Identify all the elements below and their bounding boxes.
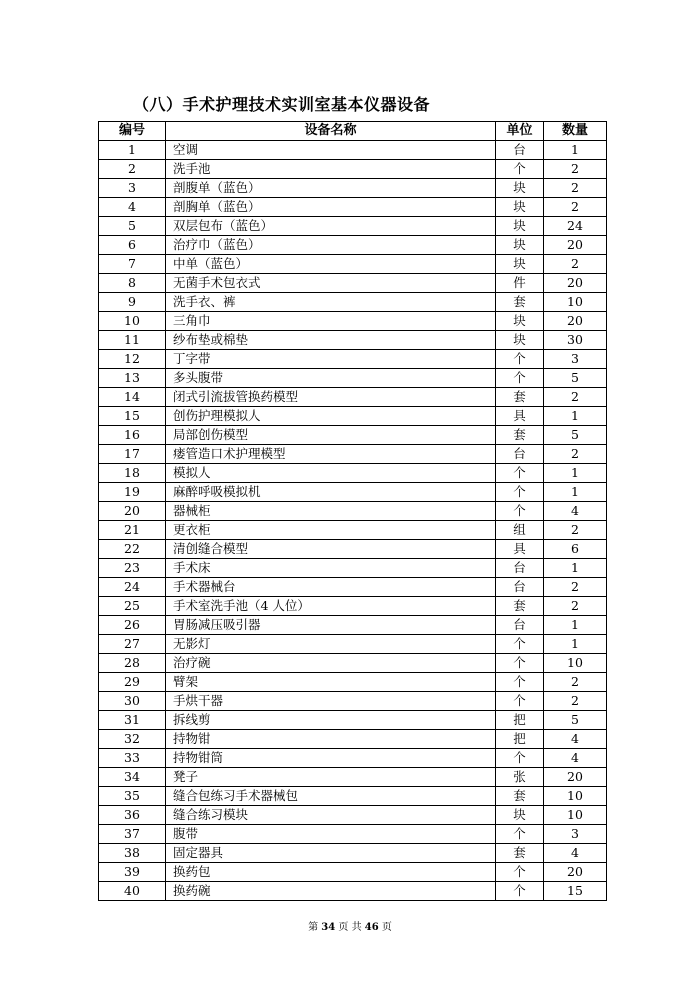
cell-quantity: 5 bbox=[544, 711, 607, 730]
cell-equipment-name: 换药碗 bbox=[166, 882, 496, 901]
cell-unit: 个 bbox=[496, 654, 544, 673]
cell-equipment-name: 洗手池 bbox=[166, 160, 496, 179]
cell-quantity: 5 bbox=[544, 426, 607, 445]
cell-quantity: 1 bbox=[544, 464, 607, 483]
table-row bbox=[99, 255, 607, 274]
cell-number: 20 bbox=[99, 502, 166, 521]
table-row bbox=[99, 787, 607, 806]
table-row bbox=[99, 616, 607, 635]
cell-unit: 个 bbox=[496, 749, 544, 768]
cell-number: 38 bbox=[99, 844, 166, 863]
table-row bbox=[99, 578, 607, 597]
cell-quantity: 1 bbox=[544, 616, 607, 635]
cell-unit: 套 bbox=[496, 597, 544, 616]
cell-number: 28 bbox=[99, 654, 166, 673]
cell-equipment-name: 腹带 bbox=[166, 825, 496, 844]
cell-number: 15 bbox=[99, 407, 166, 426]
cell-equipment-name: 手术器械台 bbox=[166, 578, 496, 597]
cell-number: 26 bbox=[99, 616, 166, 635]
cell-unit: 块 bbox=[496, 236, 544, 255]
cell-unit: 个 bbox=[496, 350, 544, 369]
cell-number: 32 bbox=[99, 730, 166, 749]
cell-number: 36 bbox=[99, 806, 166, 825]
table-row bbox=[99, 692, 607, 711]
footer-middle: 页 共 bbox=[338, 922, 362, 933]
cell-equipment-name: 臂架 bbox=[166, 673, 496, 692]
cell-number: 8 bbox=[99, 274, 166, 293]
table-row bbox=[99, 217, 607, 236]
cell-quantity: 2 bbox=[544, 673, 607, 692]
header-quantity: 数量 bbox=[544, 122, 607, 141]
cell-quantity: 10 bbox=[544, 293, 607, 312]
cell-quantity: 1 bbox=[544, 407, 607, 426]
cell-unit: 块 bbox=[496, 331, 544, 350]
cell-unit: 把 bbox=[496, 711, 544, 730]
cell-equipment-name: 双层包布（蓝色） bbox=[166, 217, 496, 236]
table-row bbox=[99, 293, 607, 312]
cell-equipment-name: 手术床 bbox=[166, 559, 496, 578]
cell-equipment-name: 更衣柜 bbox=[166, 521, 496, 540]
cell-quantity: 4 bbox=[544, 730, 607, 749]
cell-number: 27 bbox=[99, 635, 166, 654]
cell-number: 13 bbox=[99, 369, 166, 388]
table-row bbox=[99, 483, 607, 502]
cell-number: 14 bbox=[99, 388, 166, 407]
cell-number: 1 bbox=[99, 141, 166, 160]
cell-unit: 台 bbox=[496, 559, 544, 578]
table-row bbox=[99, 768, 607, 787]
cell-equipment-name: 无菌手术包衣式 bbox=[166, 274, 496, 293]
cell-quantity: 2 bbox=[544, 388, 607, 407]
table-header-row bbox=[99, 122, 607, 141]
cell-quantity: 15 bbox=[544, 882, 607, 901]
cell-unit: 块 bbox=[496, 806, 544, 825]
table-row bbox=[99, 198, 607, 217]
cell-equipment-name: 麻醉呼吸模拟机 bbox=[166, 483, 496, 502]
cell-equipment-name: 手烘干器 bbox=[166, 692, 496, 711]
cell-unit: 台 bbox=[496, 616, 544, 635]
cell-quantity: 2 bbox=[544, 597, 607, 616]
footer-prefix: 第 bbox=[308, 922, 319, 933]
table-row bbox=[99, 160, 607, 179]
cell-number: 16 bbox=[99, 426, 166, 445]
cell-number: 5 bbox=[99, 217, 166, 236]
table-row bbox=[99, 711, 607, 730]
table-row bbox=[99, 179, 607, 198]
cell-number: 39 bbox=[99, 863, 166, 882]
cell-quantity: 30 bbox=[544, 331, 607, 350]
footer-total-pages: 46 bbox=[364, 922, 379, 933]
table-row bbox=[99, 445, 607, 464]
cell-unit: 套 bbox=[496, 388, 544, 407]
cell-number: 2 bbox=[99, 160, 166, 179]
cell-quantity: 1 bbox=[544, 141, 607, 160]
cell-number: 17 bbox=[99, 445, 166, 464]
cell-quantity: 1 bbox=[544, 559, 607, 578]
cell-unit: 块 bbox=[496, 255, 544, 274]
cell-equipment-name: 丁字带 bbox=[166, 350, 496, 369]
table-row bbox=[99, 673, 607, 692]
cell-quantity: 2 bbox=[544, 521, 607, 540]
cell-quantity: 3 bbox=[544, 350, 607, 369]
cell-equipment-name: 胃肠减压吸引器 bbox=[166, 616, 496, 635]
table-row bbox=[99, 274, 607, 293]
table-row bbox=[99, 749, 607, 768]
header-equipment-name: 设备名称 bbox=[166, 122, 496, 141]
cell-quantity: 2 bbox=[544, 198, 607, 217]
cell-unit: 把 bbox=[496, 730, 544, 749]
cell-equipment-name: 纱布垫或棉垫 bbox=[166, 331, 496, 350]
cell-number: 40 bbox=[99, 882, 166, 901]
cell-quantity: 20 bbox=[544, 768, 607, 787]
cell-unit: 套 bbox=[496, 844, 544, 863]
cell-number: 6 bbox=[99, 236, 166, 255]
cell-equipment-name: 凳子 bbox=[166, 768, 496, 787]
cell-unit: 个 bbox=[496, 635, 544, 654]
table-row bbox=[99, 502, 607, 521]
cell-number: 7 bbox=[99, 255, 166, 274]
cell-number: 22 bbox=[99, 540, 166, 559]
cell-quantity: 2 bbox=[544, 160, 607, 179]
table-row bbox=[99, 863, 607, 882]
table-row bbox=[99, 350, 607, 369]
cell-quantity: 2 bbox=[544, 255, 607, 274]
cell-equipment-name: 手术室洗手池（4 人位） bbox=[166, 597, 496, 616]
table-row bbox=[99, 844, 607, 863]
cell-quantity: 20 bbox=[544, 863, 607, 882]
cell-unit: 具 bbox=[496, 540, 544, 559]
cell-number: 4 bbox=[99, 198, 166, 217]
cell-unit: 台 bbox=[496, 578, 544, 597]
cell-unit: 台 bbox=[496, 445, 544, 464]
cell-unit: 块 bbox=[496, 179, 544, 198]
cell-equipment-name: 换药包 bbox=[166, 863, 496, 882]
cell-equipment-name: 三角巾 bbox=[166, 312, 496, 331]
cell-unit: 张 bbox=[496, 768, 544, 787]
cell-quantity: 3 bbox=[544, 825, 607, 844]
cell-equipment-name: 持物钳筒 bbox=[166, 749, 496, 768]
cell-quantity: 10 bbox=[544, 787, 607, 806]
cell-unit: 个 bbox=[496, 369, 544, 388]
cell-unit: 个 bbox=[496, 825, 544, 844]
table-row bbox=[99, 559, 607, 578]
equipment-table bbox=[98, 121, 607, 901]
header-unit: 单位 bbox=[496, 122, 544, 141]
cell-equipment-name: 多头腹带 bbox=[166, 369, 496, 388]
cell-quantity: 6 bbox=[544, 540, 607, 559]
cell-number: 18 bbox=[99, 464, 166, 483]
table-row bbox=[99, 654, 607, 673]
table-row bbox=[99, 407, 607, 426]
cell-equipment-name: 瘘管造口术护理模型 bbox=[166, 445, 496, 464]
table-row bbox=[99, 597, 607, 616]
cell-equipment-name: 无影灯 bbox=[166, 635, 496, 654]
cell-equipment-name: 缝合包练习手术器械包 bbox=[166, 787, 496, 806]
cell-number: 33 bbox=[99, 749, 166, 768]
table-row bbox=[99, 521, 607, 540]
cell-quantity: 4 bbox=[544, 502, 607, 521]
cell-unit: 个 bbox=[496, 673, 544, 692]
cell-quantity: 20 bbox=[544, 274, 607, 293]
section-title: （八）手术护理技术实训室基本仪器设备 bbox=[133, 95, 431, 114]
cell-quantity: 1 bbox=[544, 483, 607, 502]
cell-equipment-name: 持物钳 bbox=[166, 730, 496, 749]
cell-unit: 组 bbox=[496, 521, 544, 540]
cell-unit: 具 bbox=[496, 407, 544, 426]
cell-unit: 个 bbox=[496, 483, 544, 502]
cell-quantity: 5 bbox=[544, 369, 607, 388]
cell-number: 37 bbox=[99, 825, 166, 844]
cell-equipment-name: 治疗巾（蓝色） bbox=[166, 236, 496, 255]
cell-unit: 个 bbox=[496, 863, 544, 882]
cell-number: 12 bbox=[99, 350, 166, 369]
table-row bbox=[99, 369, 607, 388]
cell-quantity: 2 bbox=[544, 445, 607, 464]
cell-unit: 个 bbox=[496, 502, 544, 521]
cell-unit: 个 bbox=[496, 160, 544, 179]
table-body bbox=[99, 141, 607, 901]
cell-number: 29 bbox=[99, 673, 166, 692]
cell-equipment-name: 创伤护理模拟人 bbox=[166, 407, 496, 426]
footer-suffix: 页 bbox=[381, 922, 392, 933]
cell-equipment-name: 洗手衣、裤 bbox=[166, 293, 496, 312]
cell-unit: 块 bbox=[496, 312, 544, 331]
cell-equipment-name: 拆线剪 bbox=[166, 711, 496, 730]
cell-number: 31 bbox=[99, 711, 166, 730]
table-row bbox=[99, 540, 607, 559]
cell-number: 30 bbox=[99, 692, 166, 711]
table-row bbox=[99, 426, 607, 445]
cell-equipment-name: 缝合练习模块 bbox=[166, 806, 496, 825]
cell-number: 24 bbox=[99, 578, 166, 597]
cell-equipment-name: 闭式引流拔管换药模型 bbox=[166, 388, 496, 407]
cell-equipment-name: 清创缝合模型 bbox=[166, 540, 496, 559]
table-row bbox=[99, 635, 607, 654]
cell-quantity: 4 bbox=[544, 844, 607, 863]
cell-number: 35 bbox=[99, 787, 166, 806]
cell-unit: 块 bbox=[496, 217, 544, 236]
cell-number: 21 bbox=[99, 521, 166, 540]
table-row bbox=[99, 464, 607, 483]
cell-quantity: 10 bbox=[544, 654, 607, 673]
cell-equipment-name: 局部创伤模型 bbox=[166, 426, 496, 445]
table-row bbox=[99, 825, 607, 844]
table-row bbox=[99, 730, 607, 749]
cell-number: 9 bbox=[99, 293, 166, 312]
cell-quantity: 24 bbox=[544, 217, 607, 236]
cell-quantity: 4 bbox=[544, 749, 607, 768]
cell-quantity: 20 bbox=[544, 236, 607, 255]
cell-unit: 个 bbox=[496, 882, 544, 901]
cell-quantity: 2 bbox=[544, 179, 607, 198]
cell-unit: 套 bbox=[496, 293, 544, 312]
cell-equipment-name: 模拟人 bbox=[166, 464, 496, 483]
cell-number: 11 bbox=[99, 331, 166, 350]
table-row bbox=[99, 806, 607, 825]
cell-quantity: 2 bbox=[544, 692, 607, 711]
cell-equipment-name: 中单（蓝色） bbox=[166, 255, 496, 274]
cell-quantity: 20 bbox=[544, 312, 607, 331]
cell-number: 3 bbox=[99, 179, 166, 198]
cell-number: 10 bbox=[99, 312, 166, 331]
cell-equipment-name: 空调 bbox=[166, 141, 496, 160]
cell-number: 25 bbox=[99, 597, 166, 616]
table-row bbox=[99, 141, 607, 160]
table-row bbox=[99, 388, 607, 407]
table-row bbox=[99, 882, 607, 901]
cell-unit: 件 bbox=[496, 274, 544, 293]
table-row bbox=[99, 312, 607, 331]
cell-number: 19 bbox=[99, 483, 166, 502]
cell-number: 34 bbox=[99, 768, 166, 787]
cell-unit: 套 bbox=[496, 426, 544, 445]
cell-unit: 块 bbox=[496, 198, 544, 217]
page-footer bbox=[0, 918, 700, 933]
cell-quantity: 2 bbox=[544, 578, 607, 597]
cell-number: 23 bbox=[99, 559, 166, 578]
cell-quantity: 10 bbox=[544, 806, 607, 825]
table-row bbox=[99, 236, 607, 255]
cell-equipment-name: 器械柜 bbox=[166, 502, 496, 521]
footer-current-page: 34 bbox=[321, 922, 336, 933]
cell-unit: 套 bbox=[496, 787, 544, 806]
table-row bbox=[99, 331, 607, 350]
cell-equipment-name: 剖腹单（蓝色） bbox=[166, 179, 496, 198]
header-number: 编号 bbox=[99, 122, 166, 141]
cell-unit: 台 bbox=[496, 141, 544, 160]
cell-unit: 个 bbox=[496, 464, 544, 483]
cell-equipment-name: 固定器具 bbox=[166, 844, 496, 863]
cell-equipment-name: 治疗碗 bbox=[166, 654, 496, 673]
cell-unit: 个 bbox=[496, 692, 544, 711]
cell-equipment-name: 剖胸单（蓝色） bbox=[166, 198, 496, 217]
cell-quantity: 1 bbox=[544, 635, 607, 654]
